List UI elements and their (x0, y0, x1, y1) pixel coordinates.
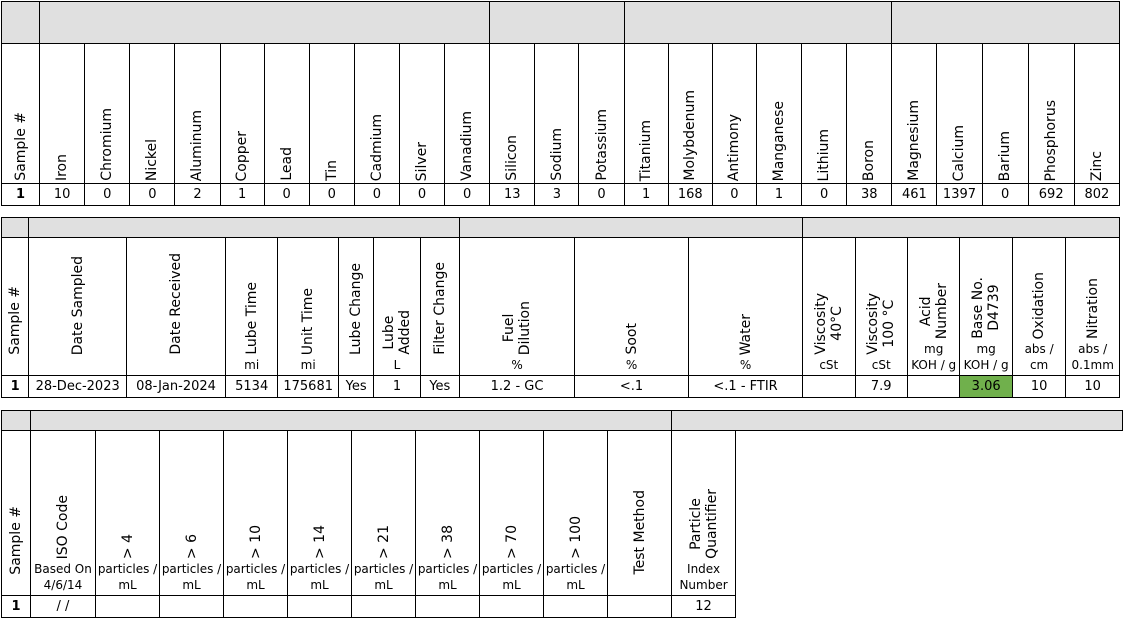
column-label: Base No. D4739 (970, 277, 1003, 339)
column-label: Copper (234, 130, 251, 181)
column-label: > 14 (311, 525, 328, 559)
column-header-manganese (756, 44, 801, 184)
value-sample: 1 (2, 596, 31, 618)
column-header-lube-added (374, 238, 420, 376)
column-label: Titanium (638, 119, 655, 181)
value-38 (416, 596, 480, 618)
group-header-blank (2, 2, 40, 44)
blank-area (736, 596, 1123, 618)
column-header-antimony (712, 44, 756, 184)
column-label: Particle Quantifier (687, 489, 720, 559)
value-vanadium: 0 (445, 184, 490, 206)
column-header-calcium (937, 44, 982, 184)
column-label: Lube Change (348, 263, 365, 355)
column-label: Zinc (1088, 150, 1105, 181)
column-header-date-sampled (29, 238, 127, 376)
column-unit: particles / mL (161, 562, 222, 592)
column-header-titanium (624, 44, 668, 184)
column-header-4 (96, 431, 160, 596)
column-unit: mi (300, 358, 316, 372)
value-10 (224, 596, 288, 618)
value-titanium: 1 (624, 184, 668, 206)
group-header-fluid-properties (803, 218, 1120, 238)
group-header-blank (2, 411, 31, 431)
value-date-received: 08-Jan-2024 (127, 376, 226, 398)
value-particle-quantifier: 12 (672, 596, 736, 618)
column-header-nickel (130, 44, 175, 184)
column-label: > 10 (247, 525, 264, 559)
metals-table (1, 1, 1120, 206)
column-label: Potassium (593, 109, 610, 181)
column-label: Aluminum (189, 109, 206, 181)
column-header-vanadium (445, 44, 490, 184)
column-unit: particles / mL (353, 562, 414, 592)
column-header-viscosity-100-c (855, 238, 907, 376)
column-label: Sample # (7, 286, 24, 355)
value-tin: 0 (309, 184, 354, 206)
column-unit: Based On 4/6/14 (34, 562, 92, 592)
column-unit: mi (244, 358, 260, 372)
column-header-sample (2, 238, 29, 376)
column-header-lead (264, 44, 309, 184)
column-label: Sample # (12, 112, 29, 181)
value-water: <.1 - FTIR (689, 376, 803, 398)
column-header-oxidation (1012, 238, 1065, 376)
column-header-6 (160, 431, 224, 596)
column-label: Silver (414, 141, 431, 181)
blank-area (736, 431, 1123, 596)
column-header-iso-code (31, 431, 96, 596)
column-unit: cSt (871, 358, 891, 372)
column-header-phosphorus (1028, 44, 1074, 184)
column-unit: particles / mL (289, 562, 350, 592)
column-label: > 38 (439, 525, 456, 559)
column-unit: Index Number (679, 562, 728, 592)
column-unit: abs / 0.1mm (1071, 342, 1114, 372)
column-header-iron (40, 44, 85, 184)
column-label: > 6 (183, 533, 200, 559)
column-header-38 (416, 431, 480, 596)
value-lube-added: 1 (374, 376, 420, 398)
sample-information-table (1, 217, 1120, 398)
value-lithium: 0 (802, 184, 847, 206)
column-header-aluminum (175, 44, 220, 184)
column-header-silver (399, 44, 444, 184)
value-lead: 0 (264, 184, 309, 206)
column-header-date-received (127, 238, 226, 376)
column-label: Silicon (504, 135, 521, 181)
value-antimony: 0 (712, 184, 756, 206)
column-label: Date Sampled (69, 255, 86, 355)
column-label: > 4 (119, 533, 136, 559)
column-header-magnesium (892, 44, 937, 184)
value-fuel-dilution: 1.2 - GC (460, 376, 575, 398)
value-soot: <.1 (575, 376, 689, 398)
column-label: Molybdenum (682, 90, 699, 181)
value-sample: 1 (2, 184, 40, 206)
value-silver: 0 (399, 184, 444, 206)
value-silicon: 13 (490, 184, 535, 206)
column-header-filter-change (420, 238, 459, 376)
value-iron: 10 (40, 184, 85, 206)
column-label: Oxidation (1031, 271, 1048, 339)
column-label: Antimony (726, 113, 743, 181)
column-label: Lithium (816, 128, 833, 181)
column-label: Viscosity 40°C (812, 293, 845, 355)
column-unit: particles / mL (225, 562, 286, 592)
column-label: Magnesium (906, 100, 923, 181)
column-header-unit-time (278, 238, 339, 376)
value-phosphorus: 692 (1028, 184, 1074, 206)
value-cadmium: 0 (354, 184, 399, 206)
column-header-silicon (490, 44, 535, 184)
value-nickel: 0 (130, 184, 175, 206)
value-boron: 38 (847, 184, 892, 206)
value-chromium: 0 (85, 184, 130, 206)
value-14 (288, 596, 352, 618)
column-header-cadmium (354, 44, 399, 184)
column-label: Cadmium (368, 113, 385, 181)
column-label: > 21 (375, 525, 392, 559)
group-header-particle-count-particles-ml (31, 411, 672, 431)
value-aluminum: 2 (175, 184, 220, 206)
value-manganese: 1 (756, 184, 801, 206)
column-header-water (689, 238, 803, 376)
value-acid-number (907, 376, 959, 398)
group-header-additive-metals-ppm (892, 2, 1120, 44)
column-label: Nitration (1084, 277, 1101, 339)
column-header-100 (544, 431, 608, 596)
column-label: Water (737, 313, 754, 355)
column-unit: % (511, 358, 523, 372)
column-label: > 70 (503, 525, 520, 559)
column-unit: abs / cm (1024, 342, 1054, 372)
value-viscosity-100-c: 7.9 (855, 376, 907, 398)
column-header-acid-number (907, 238, 959, 376)
column-label: Sample # (8, 506, 24, 575)
value-nitration: 10 (1066, 376, 1120, 398)
column-unit: particles / mL (545, 562, 606, 592)
column-label: Unit Time (300, 287, 317, 355)
column-header-viscosity-40-c (803, 238, 855, 376)
column-unit: mg KOH / g (911, 342, 957, 372)
column-unit: cSt (819, 358, 839, 372)
column-unit: particles / mL (481, 562, 542, 592)
group-header-contaminants (460, 218, 803, 238)
value-sodium: 3 (535, 184, 579, 206)
value-viscosity-40-c (803, 376, 855, 398)
value-magnesium: 461 (892, 184, 937, 206)
group-header-multi-source-metals-ppm (624, 2, 892, 44)
value-lube-time: 5134 (225, 376, 277, 398)
column-header-lube-change (338, 238, 373, 376)
column-label: Test Method (631, 490, 648, 575)
group-header-sample-information (29, 218, 460, 238)
column-header-base-no-d4739 (960, 238, 1012, 376)
column-label: Soot (623, 323, 640, 355)
column-label: Acid Number (917, 282, 950, 339)
value-potassium: 0 (579, 184, 624, 206)
value-lube-change: Yes (338, 376, 373, 398)
column-label: Manganese (770, 100, 787, 181)
column-label: Date Received (168, 253, 185, 355)
column-unit: % (739, 358, 752, 372)
column-label: Nickel (144, 138, 161, 181)
column-header-barium (982, 44, 1028, 184)
column-header-sodium (535, 44, 579, 184)
value-barium: 0 (982, 184, 1028, 206)
column-header-molybdenum (668, 44, 712, 184)
column-unit: % (625, 358, 638, 372)
particle-count-table (1, 410, 1123, 618)
value-filter-change: Yes (420, 376, 459, 398)
value-4 (96, 596, 160, 618)
column-header-lube-time (225, 238, 277, 376)
column-unit: mg KOH / g (963, 342, 1009, 372)
column-header-chromium (85, 44, 130, 184)
column-label: Sodium (548, 128, 565, 181)
column-label: Lead (278, 147, 295, 181)
column-label: ISO Code (55, 494, 71, 559)
column-header-nitration (1066, 238, 1120, 376)
column-header-test-method (608, 431, 672, 596)
value-zinc: 802 (1074, 184, 1119, 206)
column-label: Lube Time (243, 282, 260, 355)
value-unit-time: 175681 (278, 376, 339, 398)
value-copper: 1 (220, 184, 264, 206)
column-label: Lube Added (380, 310, 413, 355)
value-iso-code: / / (31, 596, 96, 618)
group-header-wear-metals-ppm (40, 2, 490, 44)
value-6 (160, 596, 224, 618)
column-header-copper (220, 44, 264, 184)
column-label: Iron (54, 153, 71, 181)
column-label: Phosphorus (1043, 99, 1060, 181)
column-label: Viscosity 100 °C (865, 293, 898, 355)
value-date-sampled: 28-Dec-2023 (29, 376, 127, 398)
value-oxidation: 10 (1012, 376, 1065, 398)
column-header-potassium (579, 44, 624, 184)
column-header-sample (2, 44, 40, 184)
column-label: Calcium (951, 124, 968, 181)
column-header-sample (2, 431, 31, 596)
value-21 (352, 596, 416, 618)
value-calcium: 1397 (937, 184, 982, 206)
column-label: Filter Change (431, 262, 448, 355)
column-header-14 (288, 431, 352, 596)
column-label: > 100 (567, 516, 584, 559)
group-header-blank (2, 218, 29, 238)
group-header-additional-testing (672, 411, 1123, 431)
column-unit: L (393, 358, 401, 372)
value-70 (480, 596, 544, 618)
column-header-10 (224, 431, 288, 596)
column-header-tin (309, 44, 354, 184)
column-unit: particles / mL (417, 562, 478, 592)
column-header-zinc (1074, 44, 1119, 184)
column-label: Vanadium (459, 111, 476, 181)
column-label: Chromium (99, 108, 116, 181)
column-label: Tin (323, 160, 340, 181)
column-header-fuel-dilution (460, 238, 575, 376)
column-header-soot (575, 238, 689, 376)
column-unit: particles / mL (97, 562, 158, 592)
column-header-70 (480, 431, 544, 596)
column-header-boron (847, 44, 892, 184)
value-test-method (608, 596, 672, 618)
value-base-no-d4739: 3.06 (960, 376, 1012, 398)
column-header-particle-quantifier (672, 431, 736, 596)
value-molybdenum: 168 (668, 184, 712, 206)
value-100 (544, 596, 608, 618)
column-label: Fuel Dilution (501, 300, 534, 355)
value-sample: 1 (2, 376, 29, 398)
group-header-contaminant-metals-ppm (490, 2, 624, 44)
column-label: Barium (997, 130, 1014, 181)
column-label: Boron (861, 139, 878, 181)
column-header-21 (352, 431, 416, 596)
column-header-lithium (802, 44, 847, 184)
